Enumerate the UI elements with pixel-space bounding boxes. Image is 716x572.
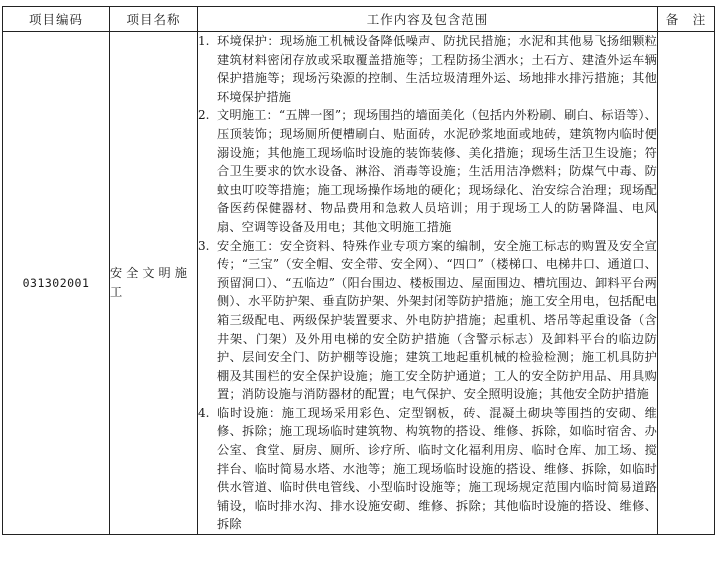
work-content-list — [198, 32, 657, 534]
content-item-environmental-protection — [198, 32, 657, 106]
remark-cell — [658, 32, 715, 535]
table-header-row — [3, 7, 715, 32]
work-content-cell — [198, 32, 658, 535]
item-number: 3. — [198, 238, 210, 253]
item-number: 1. — [198, 34, 210, 48]
header-work-content: 工作内容及包含范围 — [198, 7, 658, 32]
item-number: 4. — [198, 405, 210, 420]
table-row — [3, 32, 715, 535]
measure-item-table — [2, 6, 715, 535]
project-name-cell: 安全文明施工 — [110, 32, 198, 535]
content-item-temporary-facilities — [198, 404, 657, 534]
project-code-cell: 031302001 — [3, 32, 110, 535]
content-item-safe-construction — [198, 237, 657, 404]
item-text: 环境保护：现场施工机械设备降低噪声、防扰民措施；水泥和其他易飞扬细颗粒建筑材料密闭存放或采取覆盖措施等；工程防扬尘洒水；土石方、建渣外运车辆保护措施等；现场污染源的控制、生活垃圾清理外运、场地排水排污措施；其他环境保护措施 — [217, 34, 657, 104]
item-text: 文明施工：“五牌一图”；现场围挡的墙面美化（包括内外粉刷、刷白、标语等）、压顶装饰；现场厕所便槽刷白、贴面砖，水泥砂浆地面或地砖，建筑物内临时便溺设施；其他施工现场临时设施的装饰装修、美化措施；现场生活卫生设施；符合卫生要求的饮水设备、淋浴、消毒等设施；生活用洁净燃料；防煤气中毒、防蚊虫叮咬等措施；施工现场操作场地的硬化；现场绿化、治安综合治理；现场配备医药保健器材、物品费用和急救人员培训；用于现场工人的防暑降温、电风扇、空调等设备及用电；其他文明施工措施 — [217, 108, 657, 234]
header-project-name: 项目名称 — [110, 7, 198, 32]
content-item-civilized-construction — [198, 106, 657, 236]
header-project-code: 项目编码 — [3, 7, 110, 32]
item-number: 2. — [198, 108, 210, 123]
item-text: 安全施工：安全资料、特殊作业专项方案的编制，安全施工标志的购置及安全宣传；“三宝”（安全帽、安全带、安全网）、“四口”（楼梯口、电梯井口、通道口、预留洞口）、“五临边”（阳台围边、楼板围边、屋面围边、槽坑围边、卸料平台两侧）、水平防护架、垂直防护架、外架封闭等防护措施；施工安全用电，包括配电箱三级配电、两级保护装置要求、外电防护措施；起重机、塔吊等起重设备（含井架、门架）及外用电梯的安全防护措施（含警示标志）及卸料平台的临边防护、层间安全门、防护棚等设施；建筑工地起重机械的检验检测；施工机具防护棚及其围栏的安全保护设施；施工安全防护通道；工人的安全防护用品、用具购置；消防设施与消防器材的配置；电气保护、安全照明设施；其他安全防护措施 — [217, 238, 657, 402]
header-remark: 备 注 — [658, 7, 715, 32]
item-text: 临时设施：施工现场采用彩色、定型钢板，砖、混凝土砌块等围挡的安砌、维修、拆除；施工现场临时建筑物、构筑物的搭设、维修、拆除，如临时宿舍、办公室、食堂、厨房、厕所、诊疗所、临时文化福利用房、临时仓库、加工场、搅拌台、临时简易水塔、水池等；施工现场临时设施的搭设、维修、拆除，如临时供水管道、临时供电管线、小型临时设施等；施工现场规定范围内临时简易道路铺设，临时排水沟、排水设施安砌、维修、拆除；其他临时设施的搭设、维修、拆除 — [217, 405, 657, 532]
